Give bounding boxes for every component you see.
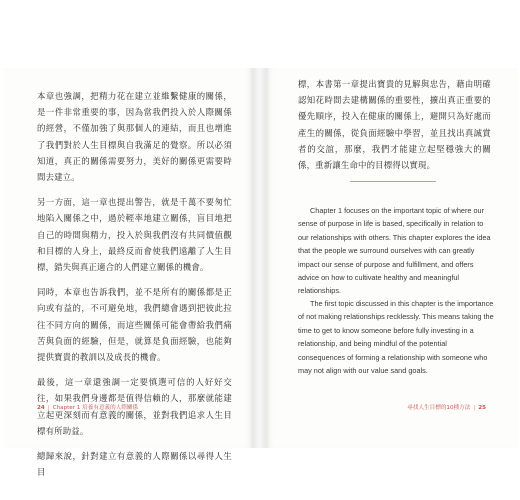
book-title: 尋找人生目標的10種方法: [407, 405, 471, 411]
english-paragraph-1-block: [298, 204, 494, 298]
left-paragraph-3: 同時，本章也告訴我們，並不是所有的關係都是正向或有益的，不可避免地，我們總會遇到把彼此拉往不同方向的關係，而這些關係可能會帶給我們痛苦與負面的經驗，但是，就算是負面經驗，也能夠提供寶貴的教訓以及成長的機會。: [37, 287, 232, 363]
left-paragraph-2: 另一方面，這一章也提出警告，就是千萬不要匆忙地陷入關係之中，過於輕率地建立關係，盲目地把自己的時間與精力，投入於與我們沒有共同價值觀和目標的人身上，最終反而會使我們遠離了人生目標，錯失與真正適合的人們建立關係的機會。: [37, 197, 232, 273]
left-paragraph-5: 總歸來說，針對建立有意義的人際關係以尋得人生目: [37, 451, 232, 478]
right-page-body: [298, 76, 491, 182]
section-divider: [350, 181, 436, 182]
footer-separator: |: [473, 405, 476, 411]
right-page: [266, 68, 518, 448]
right-page-footer: [407, 403, 486, 411]
english-paragraph-1: Chapter 1 focuses on the important topic of where our sense of purpose in life is based, specifically in relation to our relationships with others. This chapter explores the idea that the people we surround ourselves with can greatly impact our sense of purpose and fulfillment, and offers advice on how to cultivate healthy and meaningful relationships.: [298, 206, 491, 296]
left-page-number: 24: [37, 405, 45, 411]
left-paragraph-4: 最後，這一章還強調一定要慎選可信的人好好交往，如果我們身邊都是值得信賴的人，那麼就能建立起更深刻而有意義的關係，並對我們追求人生目標有所助益。: [37, 377, 232, 436]
english-paragraph-2: The first topic discussed in this chapter is the importance of not making relationships recklessly. This means taking the time to get to know someone before fully investing in a relationship, and being mindful of the potential consequences of forming a relationship with someone who may not align with our value sand goals.: [298, 299, 494, 376]
left-page-footer: [37, 403, 138, 411]
footer-separator: |: [47, 405, 50, 411]
left-paragraph-1: 本章也強調，把精力花在建立並維繫健康的關係，是一件非常重要的事，因為當我們投入於人際關係的經營，不僅加強了與那個人的連結，而且也增進了我們對於人生目標與自我滿足的覺察。所以必須知道，真正的關係需要努力，美好的關係更需要時間去建立。: [37, 91, 232, 183]
right-page-number: 25: [478, 405, 486, 411]
left-chapter-title: Chapter 1 培養有意義的人際關係: [52, 405, 139, 411]
right-paragraph-1: 標，本書第一章提出寶貴的見解與忠告，藉由明確認知花時間去建構關係的重要性，擴出真正重要的優先順序，投入在健康的關係上，避開只為好處而產生的關係，從負面經驗中學習，並且找出真誠賞者的交誼，那麼，我們才能建立起堅穩強大的關係，重新讓生命中的目標得以實現。: [298, 79, 491, 171]
left-page: [3, 68, 253, 478]
left-page-body: [37, 88, 232, 489]
english-paragraph-2-block: [298, 297, 494, 377]
book-gutter: [253, 68, 266, 448]
